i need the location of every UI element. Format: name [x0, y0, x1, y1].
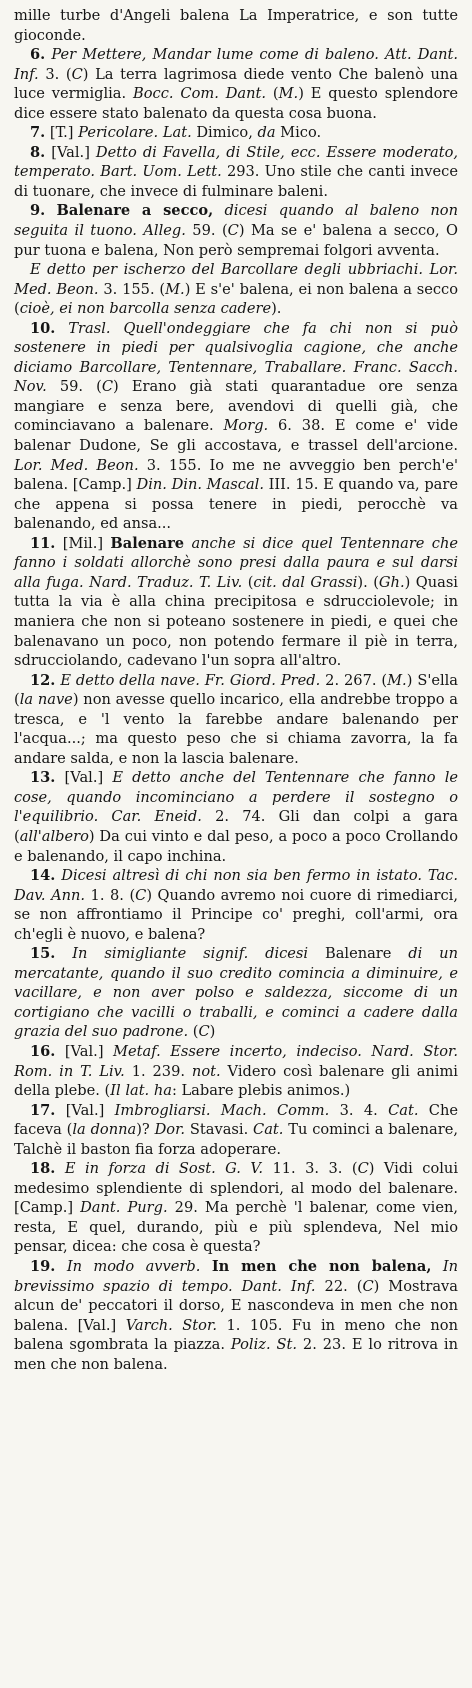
dictionary-sense: 10. Trasl. Quell'ondeggiare che fa chi non si può sostenere in piedi per qualsivoglia cagione, che anche diciamo Barcollare, Tentennare, Traballare. Franc. Sacch. Nov. 59. (C) Erano già stati quarantadue ore senza mangiare e senza bere, avendovi di quelli già, che cominciavano a balenare. Morg. 6. 38. E come e' vide balenar Dudone, Se gli accostava, e trassel dell'arcione. Lor. Med. Beon. 3. 155. Io me ne avveggio ben perch'e' balena. [Camp.] Din. Din. Mascal. III. 15. E quando va, pare che appena si possa tenere in piedi, perocchè va balenando, ed ansa... — [14, 319, 459, 533]
entry-continuation: mille turbe d'Angeli balena La Imperatrice, e son tutte gioconde. — [14, 7, 458, 44]
dictionary-sense: 8. [Val.] Detto di Favella, di Stile, ecc. Essere moderato, temperato. Bart. Uom. Lett. 293. Uno stile che canti invece di tuonare, che invece di fulminare baleni. — [14, 143, 458, 200]
dictionary-sense: 16. [Val.] Metaf. Essere incerto, indeciso. Nard. Stor. Rom. in T. Liv. 1. 239. not. Videro così balenare gli animi della plebe. (Il lat. ha: Labare plebis animos.) — [14, 1042, 459, 1100]
dictionary-sense: 11. [Mil.] Balenare anche si dice quel Tentennare che fanno i soldati allorchè sono presi dalla paura e sul darsi alla fuga. Nard. Traduz. T. Liv. (cit. dal Grassi). (Gh.) Quasi tutta la via è alla china precipitosa e sdrucciolevole; in maniera che non si poteano sostenere in piedi, e quei che balenavano un poco, non potendo fermare il piè in terra, sdrucciolando, cadevano l'un sopra all'altro. — [14, 534, 458, 670]
dictionary-column — [14, 6, 458, 1374]
dictionary-sense: 13. [Val.] E detto anche del Tentennare che fanno le cose, quando incominciano a perdere il sostegno o l'equilibrio. Car. Eneid. 2. 74. Gli dan colpi a gara (all'albero) Da cui vinto e dal peso, a poco a poco Crollando e balenando, il capo inchina. — [14, 769, 458, 865]
dictionary-sense: 14. Dicesi altresì di chi non sia ben fermo in istato. Tac. Dav. Ann. 1. 8. (C) Quando avremo noi cuore di rimediarci, se non affrontiamo il Principe co' preghi, coll'armi, ora ch'egli è nuovo, e balena? — [14, 867, 458, 943]
dictionary-sense: 9. Balenare a secco, dicesi quando al baleno non seguita il tuono. Alleg. 59. (C) Ma se e' balena a secco, O pur tuona e balena, Non però sempremai folgori avventa. — [14, 202, 458, 259]
dictionary-sense: 6. Per Mettere, Mandar lume come di baleno. Att. Dant. Inf. 3. (C) La terra lagrimosa diede vento Che balenò una luce vermiglia. Bocc. Com. Dant. (M.) E questo splendore dice essere stato balenato da questa cosa buona. — [14, 46, 459, 122]
dictionary-sense: 17. [Val.] Imbrogliarsi. Mach. Comm. 3. 4. Cat. Che faceva (la donna)? Dor. Stavasi. Cat. Tu cominci a balenare, Talchè il baston fia forza adoperare. — [14, 1101, 459, 1158]
dictionary-sense: 7. [T.] Pericolare. Lat. Dimico, da Mico. — [30, 124, 322, 142]
dictionary-sense: 15. In simigliante signif. dicesi Balenare di un mercatante, quando il suo credito comincia a diminuire, e vacillare, e non aver polso e saldezza, siccome di un cortigiano che vacilli o traballi, e cominci a cadere dalla grazia del suo padrone. (C) — [14, 945, 458, 1041]
dictionary-sense: 19. In modo avverb. In men che non balena, In brevissimo spazio di tempo. Dant. Inf. 22. (C) Mostrava alcun de' peccatori il dorso, E nascondeva in men che non balena. [Val.] Varch. Stor. 1. 105. Fu in meno che non balena sgombrata la piazza. Poliz. St. 2. 23. E lo ritrova in men che non balena. — [14, 1258, 459, 1373]
dictionary-sense: 12. E detto della nave. Fr. Giord. Pred. 2. 267. (M.) S'ella (la nave) non avesse quello incarico, ella andrebbe troppo a tresca, e 'l vento la farebbe andare balenando per l'acqua...; ma questo peso che si chiama zavorra, la fa andare salda, e non la lascia balenare. — [14, 671, 458, 767]
dictionary-sense: E detto per ischerzo del Barcollare degli ubbriachi. Lor. Med. Beon. 3. 155. (M.) E s'e' balena, ei non balena a secco (cioè, ei non barcolla senza cadere). — [14, 261, 458, 318]
dictionary-sense: 18. E in forza di Sost. G. V. 11. 3. 3. (C) Vidi colui medesimo splendiente di splendori, al modo del balenare. [Camp.] Dant. Purg. 29. Ma perchè 'l balenar, come vien, resta, E quel, durando, più e più splendeva, Nel mio pensar, dicea: che cosa è questa? — [14, 1160, 458, 1256]
